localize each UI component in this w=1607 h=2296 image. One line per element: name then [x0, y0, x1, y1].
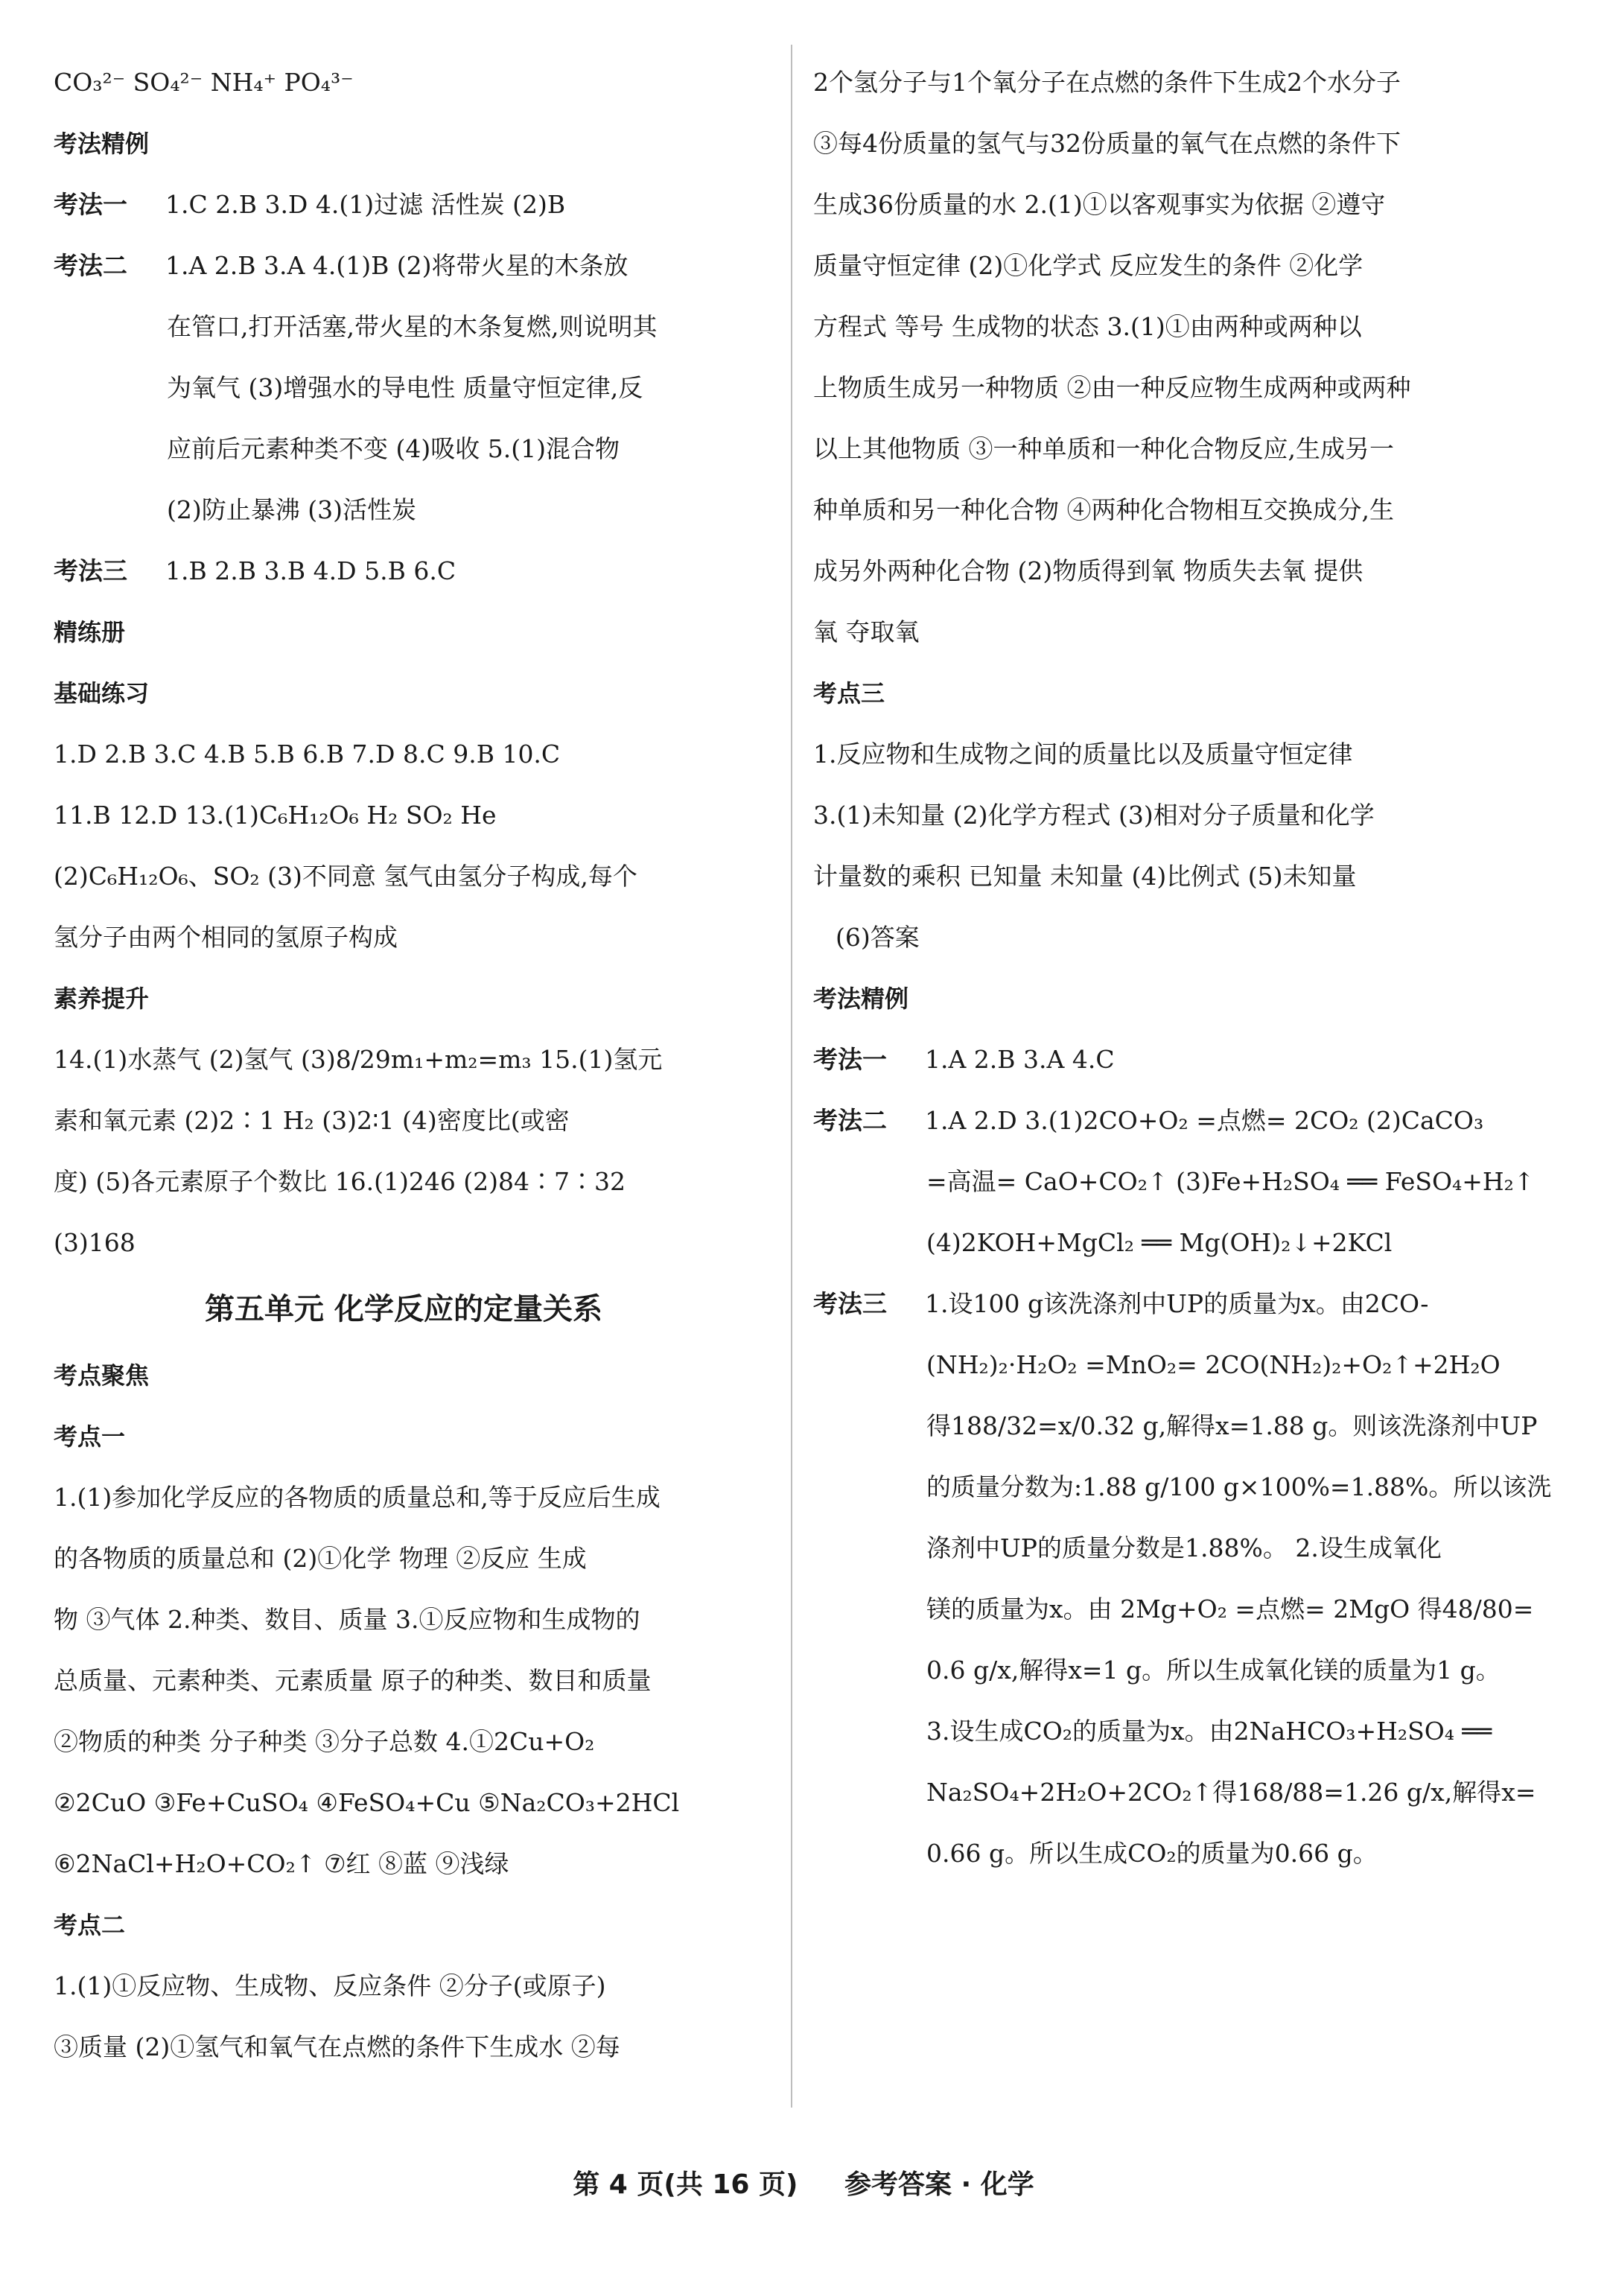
text-line [813, 1212, 1506, 1273]
line-text: 得188/32=x/0.32 g,解得x=1.88 g。则该洗涤剂中UP [926, 1411, 1538, 1440]
line-text: 3.(1)未知量 (2)化学方程式 (3)相对分子质量和化学 [813, 801, 1375, 830]
text-line [54, 1650, 754, 1711]
text-line [813, 1335, 1506, 1396]
text-line [813, 235, 1506, 296]
text-line [813, 1396, 1538, 1457]
right-column [813, 52, 1552, 1884]
section-heading [54, 1345, 754, 1406]
line-text: 1.A 2.B 3.A 4.C [925, 1045, 1115, 1074]
text-line [813, 1273, 1506, 1335]
text-line [813, 480, 1506, 541]
section-heading [54, 968, 754, 1029]
text-line [813, 1762, 1536, 1823]
line-text: 的各物质的质量总和 (2)①化学 物理 ②反应 生成 [54, 1544, 587, 1573]
line-text: 素养提升 [54, 985, 150, 1013]
line-text: ③质量 (2)①氢气和氧气在点燃的条件下生成水 ②每 [54, 2032, 620, 2061]
line-text: (NH₂)₂·H₂O₂ =MnO₂= 2CO(NH₂)₂+O₂↑+2H₂O [926, 1350, 1501, 1379]
text-line [813, 602, 1506, 663]
text-line [54, 480, 754, 541]
line-text: 0.66 g。所以生成CO₂的质量为0.66 g。 [926, 1839, 1378, 1868]
line-text: 上物质生成另一种物质 ②由一种反应物生成两种或两种 [813, 373, 1411, 402]
line-text: 方程式 等号 生成物的状态 3.(1)①由两种或两种以 [813, 312, 1362, 341]
line-text: 素和氧元素 (2)2∶1 H₂ (3)2∶1 (4)密度比(或密 [54, 1106, 570, 1135]
line-text: 1.设100 g该洗涤剂中UP的质量为x。由2CO- [925, 1289, 1429, 1318]
line-text: 1.(1)参加化学反应的各物质的质量总和,等于反应后生成 [54, 1483, 661, 1512]
method-label: 考法二 [54, 251, 127, 280]
text-line [54, 541, 754, 602]
text-line [54, 1772, 754, 1834]
line-text: 1.A 2.B 3.A 4.(1)B (2)将带火星的木条放 [165, 251, 629, 280]
text-line [54, 1956, 754, 2017]
text-line [54, 907, 754, 968]
page-footer [0, 2163, 1607, 2201]
line-text: ⑥2NaCl+H₂O+CO₂↑ ⑦红 ⑧蓝 ⑨浅绿 [54, 1849, 509, 1878]
text-line [813, 52, 1506, 113]
text-line [813, 541, 1506, 602]
section-heading [54, 113, 754, 174]
line-text: 1.A 2.D 3.(1)2CO+O₂ =点燃= 2CO₂ (2)CaCO₃ [925, 1106, 1484, 1135]
section-heading [813, 663, 1506, 724]
line-text: 的质量分数为:1.88 g/100 g×100%=1.88%。所以该洗 [926, 1472, 1552, 1501]
method-label: 考法三 [813, 1289, 887, 1318]
text-line [54, 1711, 754, 1772]
text-line [54, 1151, 754, 1212]
column-divider [791, 45, 792, 2108]
text-line [54, 1834, 754, 1895]
text-line [813, 1457, 1552, 1518]
line-text: 应前后元素种类不变 (4)吸收 5.(1)混合物 [167, 434, 620, 463]
line-text: ②2CuO ③Fe+CuSO₄ ④FeSO₄+Cu ⑤Na₂CO₃+2HCl [54, 1788, 680, 1817]
text-line [54, 1528, 754, 1589]
line-text: Na₂SO₄+2H₂O+2CO₂↑得168/88=1.26 g/x,解得x= [926, 1778, 1536, 1807]
line-text: 1.C 2.B 3.D 4.(1)过滤 活性炭 (2)B [165, 190, 566, 219]
line-text: 氢分子由两个相同的氢原子构成 [54, 923, 398, 952]
line-text: 种单质和另一种化合物 ④两种化合物相互交换成分,生 [813, 495, 1394, 524]
line-text: (2)防止暴沸 (3)活性炭 [167, 495, 416, 524]
line-text: 第五单元 化学反应的定量关系 [205, 1292, 602, 1326]
line-text: 11.B 12.D 13.(1)C₆H₁₂O₆ H₂ SO₂ He [54, 801, 497, 830]
text-line [54, 235, 754, 296]
text-line [813, 1701, 1506, 1762]
text-line [813, 174, 1506, 235]
line-text: 0.6 g/x,解得x=1 g。所以生成氧化镁的质量为1 g。 [926, 1656, 1501, 1685]
text-line [54, 1212, 754, 1273]
line-text: 计量数的乘积 已知量 未知量 (4)比例式 (5)未知量 [813, 862, 1357, 891]
line-text: 质量守恒定律 (2)①化学式 反应发生的条件 ②化学 [813, 251, 1363, 280]
text-line [813, 419, 1506, 480]
footer-title: 参考答案 · 化学 [844, 2169, 1034, 2200]
line-text: 成另外两种化合物 (2)物质得到氧 物质失去氧 提供 [813, 556, 1363, 585]
text-line [54, 1589, 754, 1650]
text-line [54, 1467, 754, 1528]
text-line [813, 296, 1506, 357]
section-heading [813, 968, 1506, 1029]
text-line [54, 419, 754, 480]
line-text: 镁的质量为x。由 2Mg+O₂ =点燃= 2MgO 得48/80= [926, 1594, 1534, 1624]
line-text: 物 ③气体 2.种类、数目、质量 3.①反应物和生成物的 [54, 1605, 640, 1634]
line-text: 以上其他物质 ③一种单质和一种化合物反应,生成另一 [813, 434, 1394, 463]
text-line [54, 846, 754, 907]
line-text: (2)C₆H₁₂O₆、SO₂ (3)不同意 氢气由氢分子构成,每个 [54, 862, 637, 891]
text-line [54, 785, 754, 846]
text-line [54, 174, 754, 235]
line-text: (3)168 [54, 1228, 136, 1257]
line-text: 为氧气 (3)增强水的导电性 质量守恒定律,反 [167, 373, 643, 402]
line-text: 3.设生成CO₂的质量为x。由2NaHCO₃+H₂SO₄ ══ [926, 1717, 1492, 1746]
text-line [813, 1823, 1506, 1884]
line-text: 考点二 [54, 1911, 126, 1939]
text-line [813, 1029, 1506, 1090]
page-number: 第 4 页(共 16 页) [573, 2169, 798, 2200]
text-line [813, 1640, 1506, 1701]
text-line [813, 113, 1506, 174]
line-text: 精练册 [54, 618, 126, 646]
text-line [813, 1518, 1506, 1579]
text-line [54, 357, 754, 419]
text-line [813, 785, 1506, 846]
text-line [54, 1090, 754, 1151]
line-text: 1.D 2.B 3.C 4.B 5.B 6.B 7.D 8.C 9.B 10.C [54, 740, 561, 769]
line-text: 1.B 2.B 3.B 4.D 5.B 6.C [165, 556, 456, 585]
section-heading [54, 1895, 754, 1956]
text-line [813, 1151, 1535, 1212]
line-text: =高温= CaO+CO₂↑ (3)Fe+H₂SO₄ ══ FeSO₄+H₂↑ [926, 1167, 1535, 1196]
text-line [813, 907, 1506, 968]
line-text: ②物质的种类 分子种类 ③分子总数 4.①2Cu+O₂ [54, 1727, 595, 1756]
method-label: 考法一 [54, 190, 127, 219]
text-line [54, 724, 754, 785]
left-column [54, 52, 754, 2078]
line-text: 基础练习 [54, 679, 150, 707]
section-heading [54, 1406, 754, 1467]
line-text: 2个氢分子与1个氧分子在点燃的条件下生成2个水分子 [813, 68, 1401, 97]
section-heading [54, 602, 754, 663]
line-text: (6)答案 [836, 923, 920, 952]
text-line [813, 357, 1506, 419]
line-text: CO₃²⁻ SO₄²⁻ NH₄⁺ PO₄³⁻ [54, 68, 354, 97]
line-text: 度) (5)各元素原子个数比 16.(1)246 (2)84∶7∶32 [54, 1167, 626, 1196]
method-label: 考法三 [54, 556, 127, 585]
line-text: 总质量、元素种类、元素质量 原子的种类、数目和质量 [54, 1666, 652, 1695]
line-text: 考点聚焦 [54, 1361, 150, 1390]
line-text: 涤剂中UP的质量分数是1.88%。 2.设生成氧化 [926, 1533, 1442, 1562]
section-heading [54, 663, 754, 724]
text-line [54, 1029, 754, 1090]
line-text: 1.反应物和生成物之间的质量比以及质量守恒定律 [813, 740, 1353, 769]
text-line [54, 52, 754, 113]
line-text: 1.(1)①反应物、生成物、反应条件 ②分子(或原子) [54, 1971, 606, 2000]
text-line [813, 846, 1506, 907]
line-text: 考点三 [813, 679, 885, 707]
line-text: 氧 夺取氧 [813, 617, 920, 646]
line-text: ③每4份质量的氢气与32份质量的氧气在点燃的条件下 [813, 129, 1401, 158]
method-label: 考法二 [813, 1106, 887, 1135]
method-label: 考法一 [813, 1045, 887, 1074]
line-text: 考法精例 [54, 130, 150, 158]
line-text: 在管口,打开活塞,带火星的木条复燃,则说明其 [167, 312, 658, 341]
line-text: 考法精例 [813, 985, 909, 1013]
text-line [813, 1579, 1534, 1640]
line-text: 14.(1)水蒸气 (2)氢气 (3)8/29m₁+m₂=m₃ 15.(1)氢元 [54, 1045, 663, 1074]
text-line [813, 1090, 1506, 1151]
unit-title [54, 1273, 754, 1345]
line-text: 考点一 [54, 1422, 126, 1451]
text-line [54, 296, 754, 357]
text-line [813, 724, 1506, 785]
text-line [54, 2017, 754, 2078]
line-text: 生成36份质量的水 2.(1)①以客观事实为依据 ②遵守 [813, 190, 1386, 219]
line-text: (4)2KOH+MgCl₂ ══ Mg(OH)₂↓+2KCl [926, 1228, 1393, 1257]
